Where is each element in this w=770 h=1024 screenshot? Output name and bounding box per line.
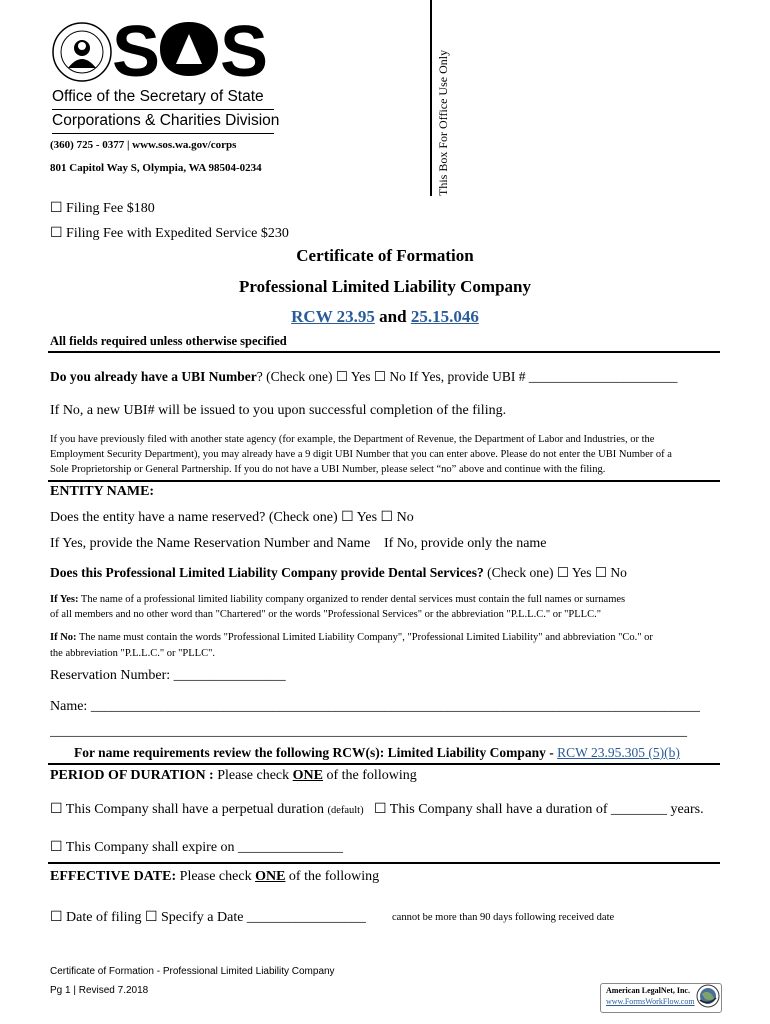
entity-name-field[interactable]: Name: _______________________________________________________________________________________ [50,699,700,714]
form-subtitle: Professional Limited Liability Company [238,277,531,296]
perpetual-text: ☐ This Company shall have a perpetual duration [50,802,324,817]
rcw-references [0,307,770,327]
required-note: All fields required unless otherwise specified [50,334,287,348]
expedited-fee-checkbox[interactable]: ☐ Filing Fee with Expedited Service $230 [50,226,289,241]
duration-heading: PERIOD OF DURATION : [50,768,214,783]
dental-if-no-1 [50,630,653,645]
section-divider-2 [48,480,720,482]
reservation-number-field[interactable]: Reservation Number: ________________ [50,668,286,683]
brand-url[interactable]: www.FormsWorkFlow.com [606,997,695,1006]
ubi-question [50,369,677,385]
footer-form-name: Certificate of Formation - Professional Limited Liability Company [50,966,335,977]
duration-years-checkbox[interactable]: ☐ This Company shall have a duration of ________ years. [374,802,704,817]
perpetual-duration-checkbox[interactable] [50,801,364,818]
rcw-23-95-305-link[interactable]: RCW 23.95.305 (5)(b) [557,745,680,760]
if-no-text-1: The name must contain the words "Professional Limited Liability Company", "Professional Limited Liability" and abbreviation "Co." or [76,632,653,643]
contact-info: (360) 725 - 0377 | www.sos.wa.gov/corps [50,139,237,151]
ubi-if-no: If No, a new UBI# will be issued to you upon successful completion of the filing. [50,403,507,418]
section-divider-4 [48,862,720,864]
if-yes-text-1: The name of a professional limited liability company organized to render dental services must contain the full names or surnames [78,594,626,605]
effective-one: ONE [255,869,286,884]
section-divider-1 [48,351,720,353]
office-use-label: This Box For Office Use Only [436,49,450,196]
duration-instruction-pre: Please check [213,768,293,783]
section-divider-3 [48,763,720,765]
form-title: Certificate of Formation [296,246,474,265]
ubi-note-3: Sole Proprietorship or General Partnership. If you do not have a UBI Number, please select “no” above and continue with the filing. [50,464,606,475]
rcw-23-95-link[interactable]: RCW 23.95 [291,307,375,326]
office-name: Office of the Secretary of State [52,88,264,105]
effective-instruction-post: of the following [285,869,380,884]
dental-question-bold: Does this Professional Limited Liability Company provide Dental Services? [50,565,484,580]
dental-question-rest: (Check one) ☐ Yes ☐ No [483,565,627,580]
division-name: Corporations & Charities Division [52,112,280,129]
effective-instruction-pre: Please check [176,869,256,884]
if-no-label: If No: [50,632,77,643]
header-rule-2 [52,133,274,134]
default-note: (default) [327,805,364,816]
dental-if-no-2: the abbreviation "P.L.L.C." or "PLLC". [50,648,216,659]
mailing-address: 801 Capitol Way S, Olympia, WA 98504-0234 [50,162,262,174]
state-seal-icon [52,22,112,82]
rcw-25-15-046-link[interactable]: 25.15.046 [410,307,479,326]
sos-logo-s2: S [220,12,267,92]
reservation-if-no: If No, provide only the name [384,536,547,551]
footer-page-info: Pg 1 | Revised 7.2018 [50,985,149,996]
name-reserved-question[interactable]: Does the entity have a name reserved? (Check one) ☐ Yes ☐ No [50,510,414,525]
ubi-note-2: Employment Security Department), you may already have a 9 digit UBI Number that you can enter above. Please do not enter the UBI Number of a [50,449,672,460]
if-yes-label: If Yes: [50,594,79,605]
ubi-note-1: If you have previously filed with another state agency (for example, the Department of Revenue, the Department of Labor and Industries, or the [50,434,655,445]
mountain-o-icon [158,20,220,78]
ubi-question-bold: Do you already have a UBI Number [50,369,257,384]
dental-if-yes-2: of all members and no other word than "Chartered" or the words "Professional Services" or the abbreviation "P.L.L.C." or "PLLC." [50,609,602,620]
effective-date-options[interactable]: ☐ Date of filing ☐ Specify a Date _________________ [50,910,366,925]
globe-icon [696,984,720,1008]
rcw-and: and [374,307,411,326]
dental-question[interactable] [50,565,627,581]
entity-name-heading: ENTITY NAME: [50,484,155,499]
duration-heading-line [50,768,417,784]
name-requirements [74,745,680,761]
effective-date-note: cannot be more than 90 days following received date [392,912,615,923]
brand-name: American LegalNet, Inc. [606,986,690,995]
reservation-if-yes: If Yes, provide the Name Reservation Number and Name [50,536,371,551]
sos-logo [112,12,267,92]
duration-instruction-post: of the following [323,768,417,783]
entity-name-field-2[interactable]: ___________________________________________________________________________________________ [50,724,687,739]
expire-date-checkbox[interactable]: ☐ This Company shall expire on _______________ [50,840,344,855]
sos-logo-s1: S [112,12,159,92]
filing-fee-checkbox[interactable]: ☐ Filing Fee $180 [50,201,155,216]
header-rule-1 [52,109,274,110]
effective-heading: EFFECTIVE DATE: [50,869,177,884]
duration-one: ONE [292,768,323,783]
ubi-question-rest[interactable]: ? (Check one) ☐ Yes ☐ No If Yes, provide UBI # ______________________ [256,369,678,384]
name-requirements-text: For name requirements review the following RCW(s): Limited Liability Company - [74,745,558,760]
dental-if-yes-1 [50,592,625,607]
effective-heading-line [50,869,379,885]
office-use-border [430,0,432,196]
